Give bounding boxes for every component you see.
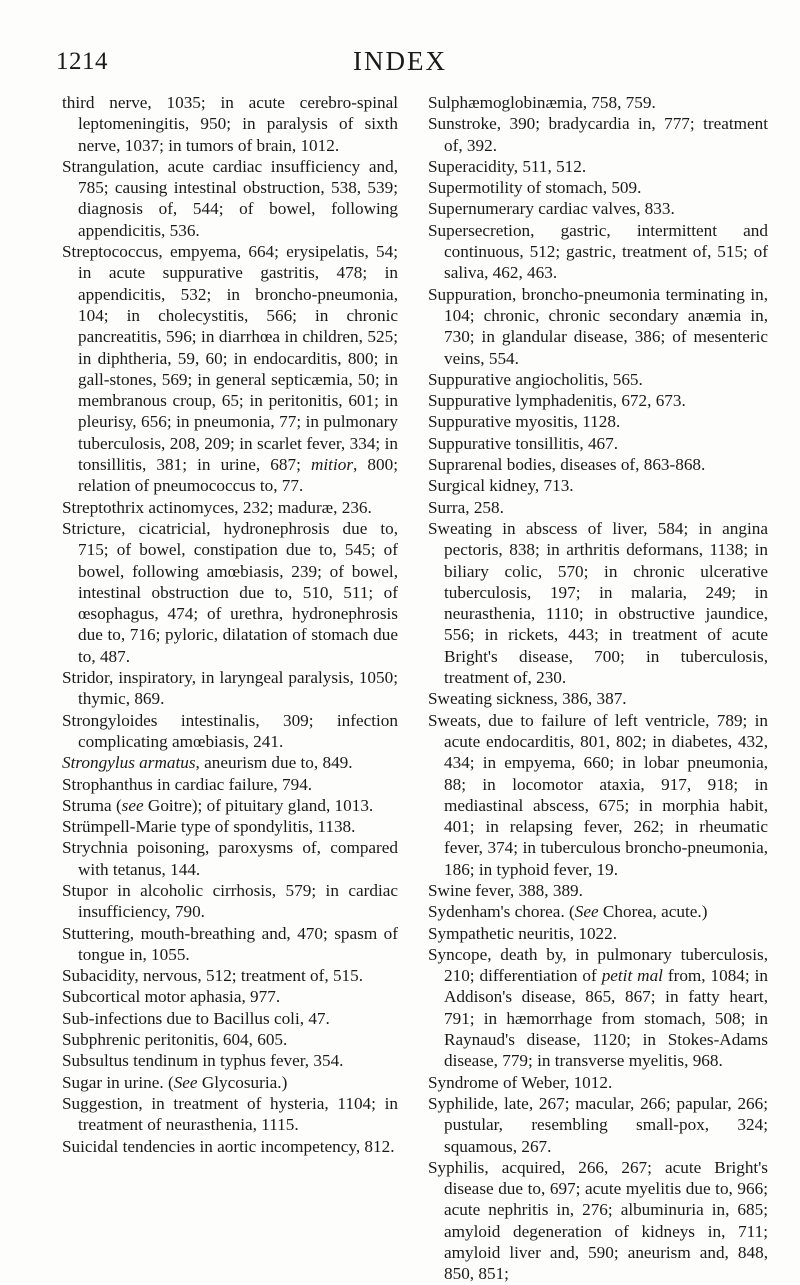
index-entry: Sunstroke, 390; bradycardia in, 777; treatment of, 392. <box>428 114 768 155</box>
index-entry: Subphrenic peritonitis, 604, 605. <box>62 1030 288 1050</box>
index-entry: Supermotility of stomach, 509. <box>428 178 642 198</box>
index-column-left <box>62 92 398 1157</box>
page-header <box>0 46 800 80</box>
index-entry: Struma (see Goitre); of pituitary gland, 1013. <box>62 795 374 815</box>
index-entry: Subsultus tendinum in typhus fever, 354. <box>62 1051 344 1071</box>
index-entry: Stridor, inspiratory, in laryngeal paralysis, 1050; thymic, 869. <box>62 668 398 709</box>
index-entry: Suprarenal bodies, diseases of, 863-868. <box>428 455 706 475</box>
index-entry: Strümpell-Marie type of spondylitis, 1138. <box>62 817 356 837</box>
index-entry: Supersecretion, gastric, intermittent and continuous, 512; gastric, treatment of, 515; of saliva, 462, 463. <box>428 220 768 283</box>
running-title: INDEX <box>353 46 447 76</box>
index-entry: Sulphæmoglobinæmia, 758, 759. <box>428 93 656 112</box>
page-number: 1214 <box>56 48 108 75</box>
index-entry: Sympathetic neuritis, 1022. <box>428 923 618 943</box>
index-entry: Syphilide, late, 267; macular, 266; papular, 266; pustular, resembling small-pox, 324; squamous, 267. <box>428 1093 768 1156</box>
index-entry: Syndrome of Weber, 1012. <box>428 1072 613 1092</box>
index-entry: Surgical kidney, 713. <box>428 476 574 496</box>
index-entry: Streptococcus, empyema, 664; erysipelatis, 54; in acute suppurative gastritis, 478; in appendicitis, 532; in broncho-pneumonia, 104; in cholecystitis, 566; in chronic pancreatitis, 596; in diarrhœa in children, 525; in diphtheria, 59, 60; in endocarditis, 800; in gall-stones, 569; in general septicæmia, 50; in membranous croup, 65; in peritonitis, 601; in pleurisy, 656; in pneumonia, 77; in pulmonary tuberculosis, 208, 209; in scarlet fever, 334; in tonsillitis, 381; in urine, 687; mitior, 800; relation of pneumococcus to, 77. <box>62 242 398 496</box>
index-entry: Subcortical motor aphasia, 977. <box>62 987 281 1007</box>
index-entry: Sweats, due to failure of left ventricle, 789; in acute endocarditis, 801, 802; in diabetes, 432, 434; in empyema, 660; in lobar pneumonia, 88; in locomotor ataxia, 917, 918; in mediastinal abscess, 675; in morphia habit, 401; in relapsing fever, 262; in rheumatic fever, 374; in tuberculous broncho-pneumonia, 186; in typhoid fever, 19. <box>428 710 768 879</box>
index-entry: Stupor in alcoholic cirrhosis, 579; in cardiac insufficiency, 790. <box>62 880 398 922</box>
index-entry: Strongylus armatus, aneurism due to, 849. <box>62 753 353 773</box>
index-entry: Syncope, death by, in pulmonary tuberculosis, 210; differentiation of petit mal from, 1084; in Addison's disease, 865, 867; in fatty heart, 791; in hæmorrhage from stomach, 508; in Raynaud's disease, 1120; in Stokes-Adams disease, 779; in transverse myelitis, 968. <box>428 944 768 1071</box>
index-entry: Sugar in urine. (See Glycosuria.) <box>62 1072 288 1092</box>
index-entry: third nerve, 1035; in acute cerebro-spinal leptomeningitis, 950; in paralysis of sixth nerve, 1037; in tumors of brain, 1012. <box>62 93 398 155</box>
index-entry: Sweating sickness, 386, 387. <box>428 689 627 709</box>
index-entry: Supernumerary cardiac valves, 833. <box>428 199 675 219</box>
index-entry: Sub-infections due to Bacillus coli, 47. <box>62 1008 330 1028</box>
index-entry: Suggestion, in treatment of hysteria, 1104; in treatment of neurasthenia, 1115. <box>62 1093 398 1135</box>
index-column-right <box>428 92 768 1285</box>
index-entry: Superacidity, 511, 512. <box>428 156 587 176</box>
index-entry: Strophanthus in cardiac failure, 794. <box>62 774 313 794</box>
index-entry: Strychnia poisoning, paroxysms of, compared with tetanus, 144. <box>62 838 398 879</box>
index-entry: Suicidal tendencies in aortic incompetency, 812. <box>62 1136 395 1156</box>
index-entry: Strangulation, acute cardiac insufficiency and, 785; causing intestinal obstruction, 538, 539; diagnosis of, 544; of bowel, following appendicitis, 536. <box>62 156 398 240</box>
index-entry: Suppuration, broncho-pneumonia terminating in, 104; chronic, chronic secondary anæmia in, 730; in glandular disease, 386; of mesenteric veins, 554. <box>428 284 768 368</box>
index-entry: Syphilis, acquired, 266, 267; acute Bright's disease due to, 697; acute myelitis due to, 966; acute nephritis in, 276; albuminuria in, 685; amyloid degeneration of kidneys in, 711; amyloid liver and, 590; aneurism and, 848, 850, 851; <box>428 1157 768 1284</box>
index-entry: Suppurative tonsillitis, 467. <box>428 433 619 453</box>
index-entry: Strongyloides intestinalis, 309; infection complicating amœbiasis, 241. <box>62 710 398 751</box>
index-entry: Suppurative angiocholitis, 565. <box>428 369 643 389</box>
index-entry: Stuttering, mouth-breathing and, 470; spasm of tongue in, 1055. <box>62 923 398 964</box>
index-entry: Suppurative lymphadenitis, 672, 673. <box>428 391 686 411</box>
index-entry: Stricture, cicatricial, hydronephrosis due to, 715; of bowel, constipation due to, 545; of bowel, following amœbiasis, 239; of bowel, intestinal obstruction due to, 510, 511; of œsophagus, 474; of urethra, hydronephrosis due to, 716; pyloric, dilatation of stomach due to, 487. <box>62 518 398 666</box>
index-entry: Subacidity, nervous, 512; treatment of, 515. <box>62 966 364 986</box>
index-entry: Streptothrix actinomyces, 232; maduræ, 236. <box>62 497 372 517</box>
index-entry: Swine fever, 388, 389. <box>428 880 583 900</box>
index-entry: Sydenham's chorea. (See Chorea, acute.) <box>428 902 708 922</box>
index-entry: Sweating in abscess of liver, 584; in angina pectoris, 838; in arthritis deformans, 1138; in biliary colic, 570; in chronic ulcerative tuberculosis, 197; in malaria, 249; in neurasthenia, 1110; in obstructive jaundice, 556; in rickets, 443; in treatment of acute Bright's disease, 700; in tuberculosis, treatment of, 230. <box>428 518 768 688</box>
index-entry: Suppurative myositis, 1128. <box>428 412 621 432</box>
index-entry: Surra, 258. <box>428 497 504 517</box>
